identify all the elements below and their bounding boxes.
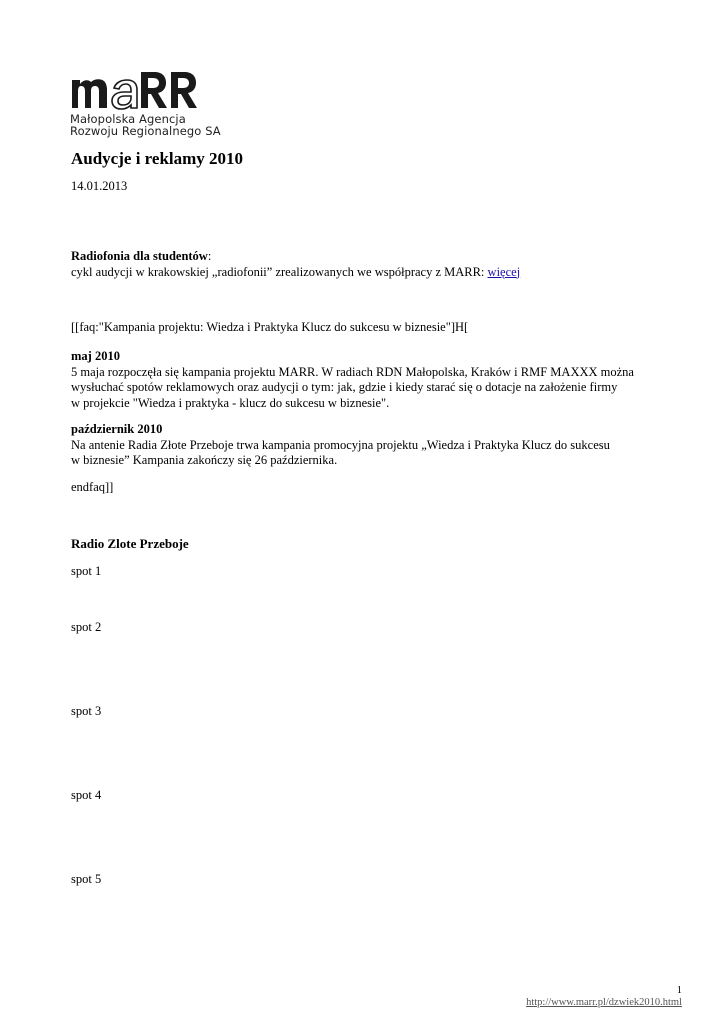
- faq-close-marker: endfaq]]: [71, 480, 114, 494]
- spot-item: spot 5: [71, 872, 102, 886]
- spot-item: spot 3: [71, 704, 102, 718]
- marr-logo-mark: [70, 70, 200, 110]
- radiofonia-text: cykl audycji w krakowskiej „radiofonii” zrealizowanych we współpracy z MARR:: [71, 264, 488, 279]
- logo-text-line-2: Rozwoju Regionalnego SA: [70, 124, 221, 138]
- radiofonia-block: [71, 249, 520, 280]
- section-line: wysłuchać spotów reklamowych oraz audycji o tym: jak, gdzie i kiedy starać się o dotacje na założenie firmy: [71, 380, 618, 394]
- logo-text-line-1: Małopolska Agencja: [70, 112, 186, 126]
- spot-item: spot 1: [71, 564, 102, 578]
- publication-date: 14.01.2013: [71, 179, 128, 193]
- spot-item: spot 4: [71, 788, 102, 802]
- section-line: w projekcie "Wiedza i praktyka - klucz do sukcesu w biznesie".: [71, 395, 390, 410]
- page-number: 1: [676, 985, 682, 996]
- faq-open-marker: [[faq:"Kampania projektu: Wiedza i Praktyka Klucz do sukcesu w biznesie"]H[: [71, 320, 469, 334]
- section-line: 5 maja rozpoczęła się kampania projektu MARR. W radiach RDN Małopolska, Kraków i RMF MAXXX można: [71, 364, 634, 379]
- section-may-2010: [71, 349, 634, 411]
- section-line: w biznesie” Kampania zakończy się 26 października.: [71, 453, 338, 467]
- radiofonia-colon: :: [207, 249, 212, 263]
- section-line: Na antenie Radia Złote Przeboje trwa kampania promocyjna projektu „Wiedza i Praktyka Klucz do sukcesu: [71, 437, 610, 452]
- spot-item: spot 2: [71, 620, 102, 634]
- footer-url-link[interactable]: http://www.marr.pl/dzwiek2010.html: [526, 997, 682, 1008]
- section-heading: październik 2010: [71, 422, 163, 436]
- radiofonia-heading: Radiofonia dla studentów: [71, 249, 208, 263]
- more-link[interactable]: więcej: [487, 264, 521, 279]
- section-heading: maj 2010: [71, 349, 120, 363]
- page-title: Audycje i reklamy 2010: [71, 149, 244, 168]
- marr-logo: [70, 70, 221, 137]
- radio-heading: Radio Zlote Przeboje: [71, 536, 189, 551]
- section-october-2010: [71, 422, 610, 469]
